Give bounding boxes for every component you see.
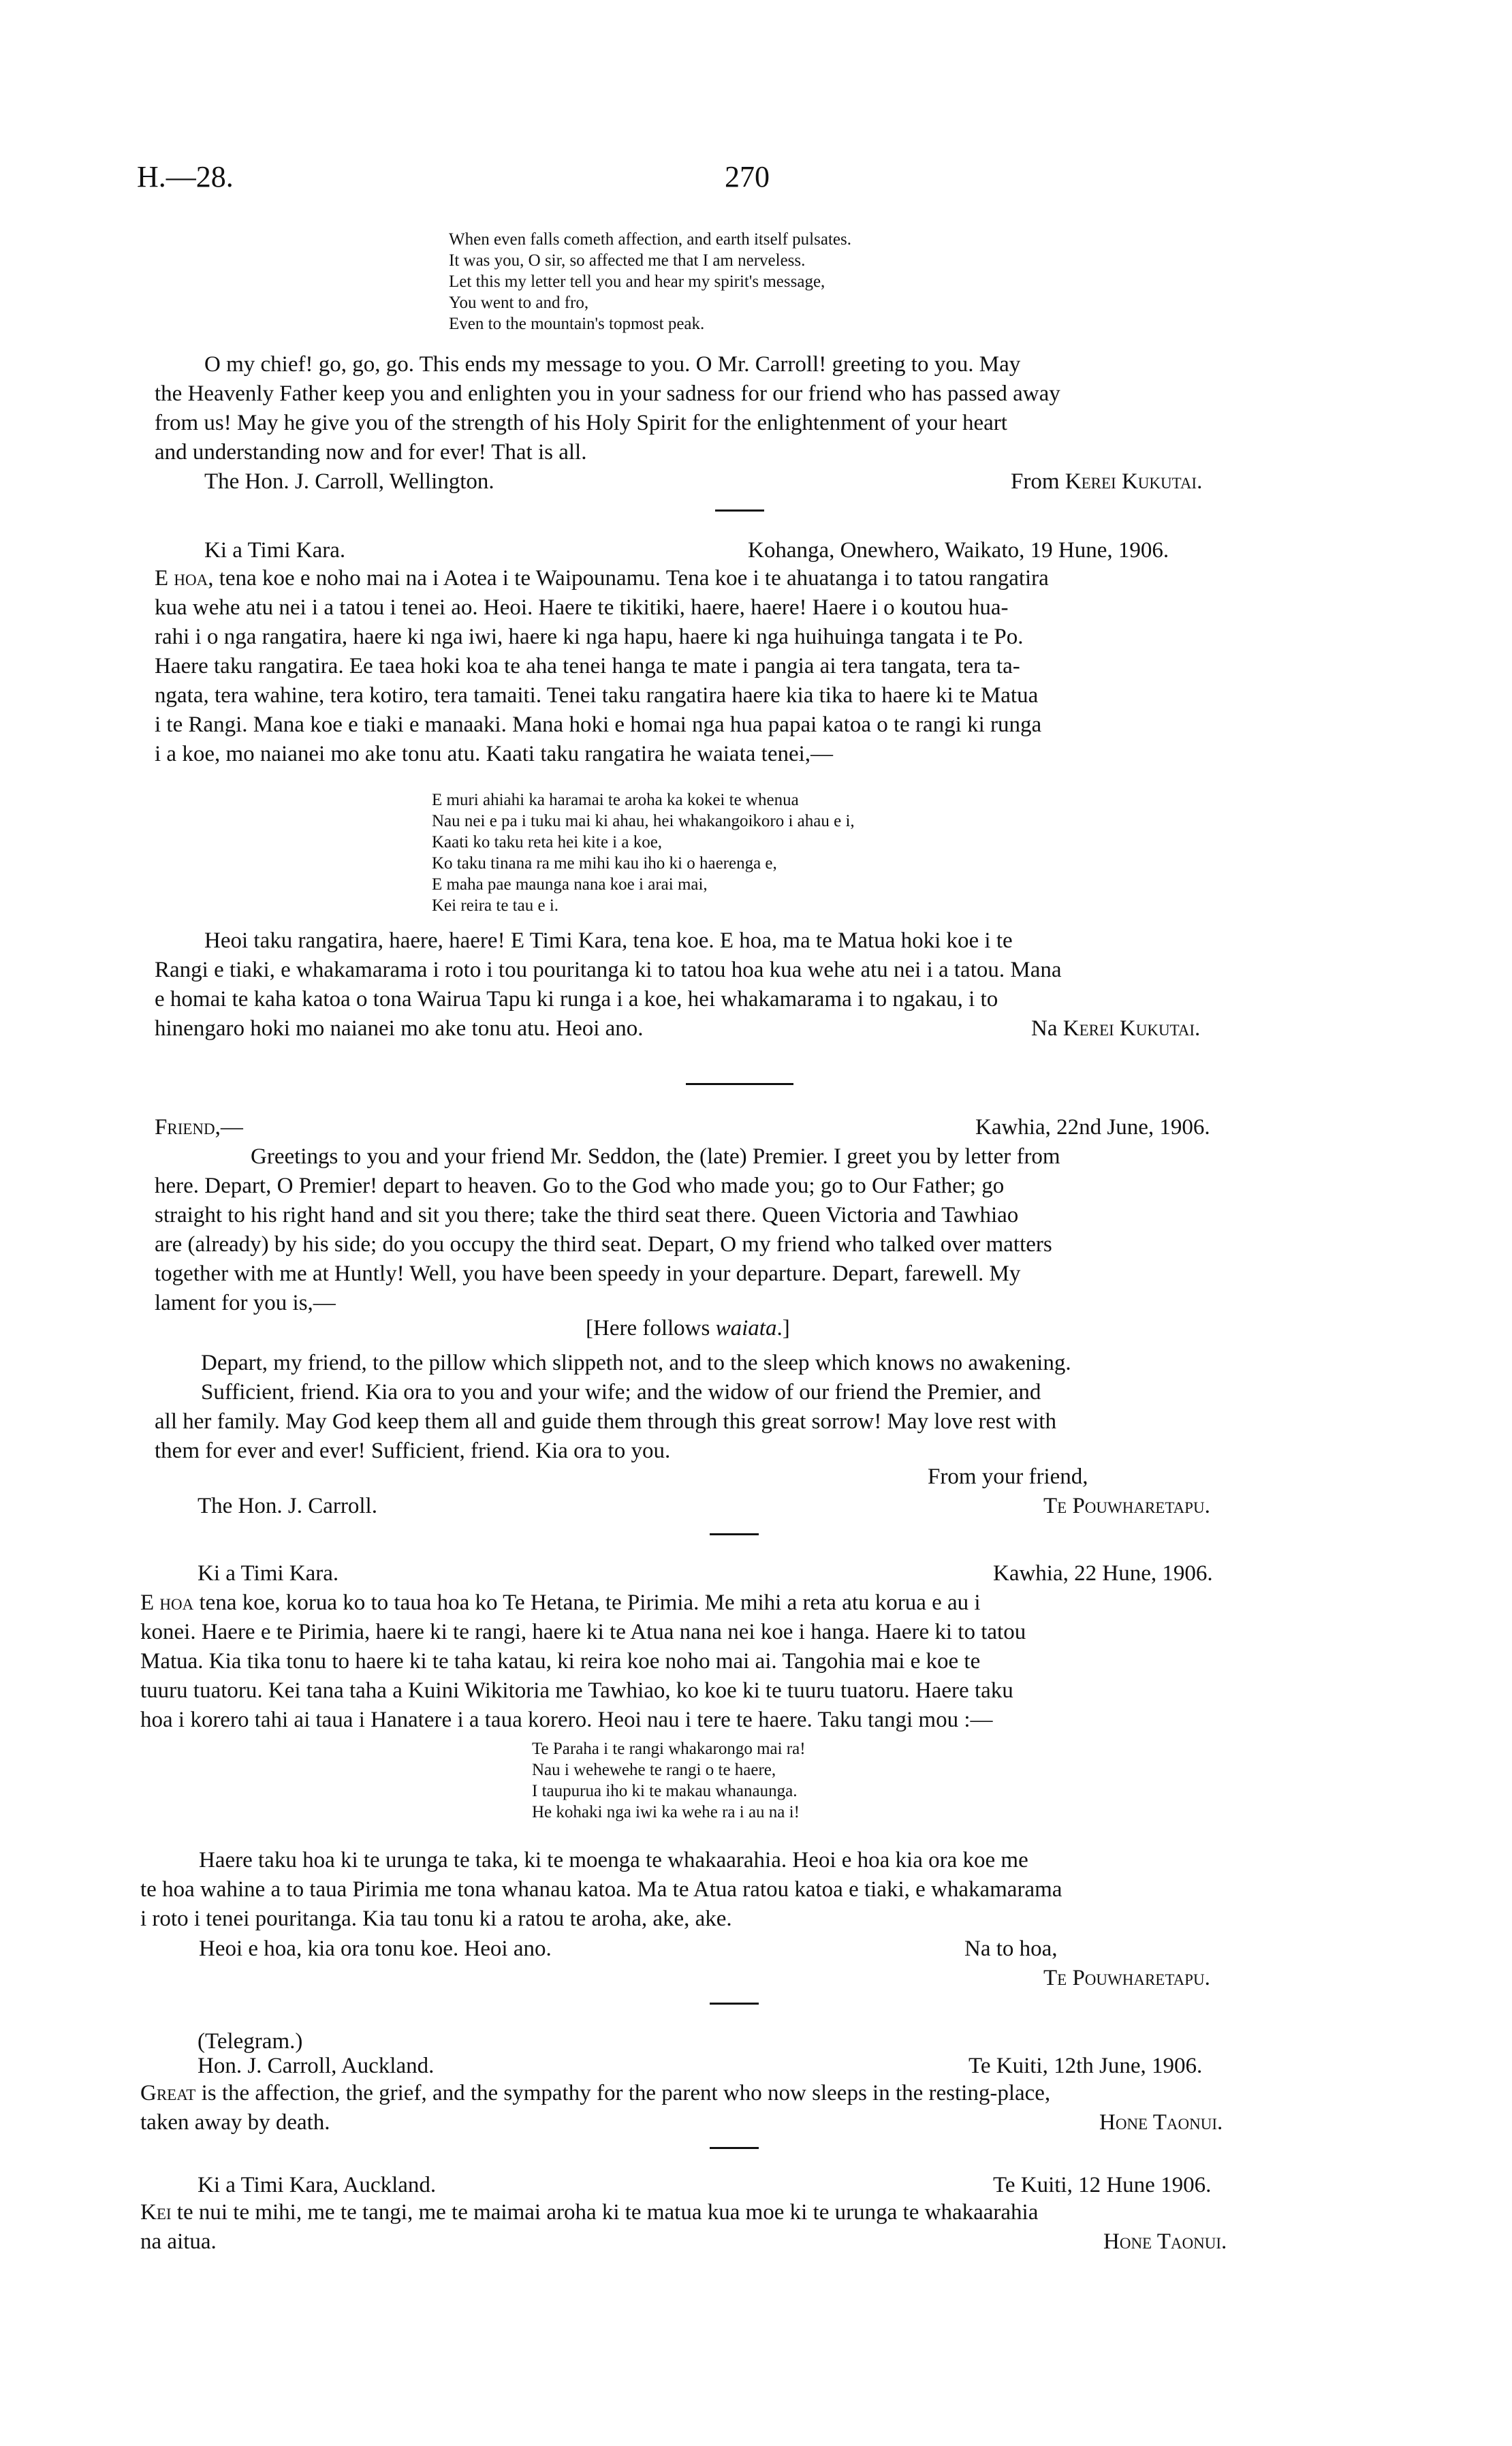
verse-line: Kaati ko taku reta hei kite i a koe, [432, 833, 663, 851]
verse-line: Let this my letter tell you and hear my spirit's message, [449, 272, 825, 291]
page-number: 270 [725, 160, 770, 193]
place-date: Kawhia, 22 Hune, 1906. [993, 1561, 1213, 1586]
verse-line: He kohaki nga iwi ka wehe ra i au na i! [532, 1803, 800, 1821]
verse-line: It was you, O sir, so affected me that I am nerveless. [449, 251, 806, 270]
series-code: H.—28. [137, 160, 234, 193]
salutation: Friend,— [155, 1115, 243, 1140]
divider [686, 1083, 793, 1085]
text-span: is the affection, the grief, and the sympathy for the parent who now sleeps in the resting-place, [195, 2081, 1051, 2105]
verse-block [532, 1738, 806, 1823]
sender [1011, 467, 1202, 497]
text-line: taken away by death. [140, 2110, 330, 2135]
text-line: lament for you is,— [155, 1291, 336, 1315]
text-line: all her family. May God keep them all and guide them through this great sorrow! May love rest with [155, 1409, 1056, 1434]
closing: Na to hoa, [964, 1937, 1058, 1961]
telegram-label: (Telegram.) [198, 2029, 303, 2054]
addressee: The Hon. J. Carroll, Wellington. [204, 469, 494, 494]
verse-block [432, 789, 855, 916]
sender-name: Kerei Kukutai. [1065, 469, 1203, 494]
text-span: te nui te mihi, me te tangi, me te maimai aroha ki te matua kua moe ki te urunga te whakaarahia [171, 2200, 1039, 2225]
addressee: Ki a Timi Kara, Auckland. [198, 2173, 437, 2197]
text-line: kua wehe atu nei i a tatou i tenei ao. Heoi. Haere te tikitiki, haere, haere! Haere i o koutou hua- [155, 595, 1009, 620]
text-line: them for ever and ever! Sufficient, friend. Kia ora to you. [155, 1439, 671, 1463]
text-line: Depart, my friend, to the pillow which slippeth not, and to the sleep which knows no awakening. [201, 1351, 1071, 1375]
place-date: Te Kuiti, 12th June, 1906. [968, 2054, 1203, 2078]
text-line: and understanding now and for ever! That is all. [155, 440, 587, 465]
text-span: tena koe, korua ko to taua hoa ko Te Hetana, te Pirimia. Me mihi a reta atu korua e au i [193, 1590, 981, 1615]
note-word: waiata [715, 1316, 777, 1340]
paragraph [155, 564, 1049, 769]
place-date: Te Kuiti, 12 Hune 1906. [993, 2173, 1212, 2197]
text-line: na aitua. [140, 2229, 217, 2254]
text-line: hoa i korero tahi ai taua i Hanatere i a taua korero. Heoi nau i tere te haere. Taku tangi mou :— [140, 1708, 993, 1732]
paragraph [140, 1588, 1026, 1735]
text-line: Matua. Kia tika tonu to haere ki te taha katau, ki reira koe noho mai ai. Tangohia mai e koe te [140, 1649, 981, 1674]
note-suffix: .] [776, 1316, 790, 1340]
closing-line: Heoi e hoa, kia ora tonu koe. Heoi ano. [199, 1937, 552, 1961]
paragraph [155, 1142, 1060, 1318]
text-line: te hoa wahine a to taua Pirimia me tona whanau katoa. Ma te Atua ratou katoa e tiaki, e whakamarama [140, 1877, 1062, 1902]
verse-line: Ko taku tinana ra me mihi kau iho ki o haerenga e, [432, 854, 777, 873]
verse-line: When even falls cometh affection, and earth itself pulsates. [449, 230, 851, 249]
verse-line: Kei reira te tau e i. [432, 896, 559, 915]
text-line: konei. Haere e te Pirimia, haere ki te rangi, haere ki te Atua nana nei koe i hanga. Haere ki to tatou [140, 1620, 1026, 1644]
verse-line: Nau i wehewehe te rangi o te haere, [532, 1761, 776, 1779]
text-line: straight to his right hand and sit you there; take the third seat there. Queen Victoria and Tawhiao [155, 1203, 1019, 1227]
paragraph [140, 1846, 1062, 1934]
text-line: i te Rangi. Mana koe e tiaki e manaaki. Mana hoki e homai nga hua papai katoa o te rangi ki runga [155, 712, 1042, 737]
verse-line: Even to the mountain's topmost peak. [449, 315, 705, 333]
salutation: Ki a Timi Kara. [204, 538, 346, 563]
sender [1031, 1014, 1200, 1044]
verse-line: You went to and fro, [449, 294, 589, 312]
text-line: i a koe, mo naianei mo ake tonu atu. Kaati taku rangatira he waiata tenei,— [155, 742, 834, 766]
text-line [140, 1588, 1026, 1618]
note-prefix: [Here follows [586, 1316, 716, 1340]
text-line: here. Depart, O Premier! depart to heaven. Go to the God who made you; go to Our Father; go [155, 1174, 1005, 1198]
divider [710, 1533, 759, 1535]
signature: Te Pouwharetapu. [1043, 1494, 1210, 1518]
divider [710, 2147, 759, 2149]
place-date: Kawhia, 22nd June, 1906. [975, 1115, 1210, 1140]
verse-line: E maha pae maunga nana koe i arai mai, [432, 875, 708, 894]
opening-word: E hoa [140, 1590, 194, 1615]
text-line: the Heavenly Father keep you and enlighten you in your sadness for our friend who has passed away [155, 381, 1060, 406]
text-line: Sufficient, friend. Kia ora to you and your wife; and the widow of our friend the Premier, and [201, 1380, 1041, 1405]
signature: Te Pouwharetapu. [1043, 1966, 1210, 1990]
paragraph [140, 2198, 1038, 2257]
divider [710, 2003, 759, 2005]
addressee: Hon. J. Carroll, Auckland. [198, 2054, 435, 2078]
paragraph [155, 350, 1060, 467]
text-line: Haere taku rangatira. Ee taea hoki koa te aha tenei hanga te mate i pangia ai tera tangata, tera ta- [155, 654, 1020, 678]
signoff-prefix: Na [1031, 1016, 1063, 1041]
text-line [140, 2079, 1050, 2108]
divider [715, 509, 764, 512]
signature: Hone Taonui. [1103, 2229, 1227, 2254]
text-line: Haere taku hoa ki te urunga te taka, ki te moenga te whakaarahia. Heoi e hoa kia ora koe me [199, 1848, 1028, 1872]
text-line: rahi i o nga rangatira, haere ki nga iwi, haere ki nga hapu, haere ki nga huihuinga tangata i te Po. [155, 625, 1024, 649]
text-line: e homai te kaha katoa o tona Wairua Tapu ki runga i a koe, hei whakamarama i to ngakau, i to [155, 987, 998, 1012]
text-line [140, 2198, 1038, 2227]
text-span: , tena koe e noho mai na i Aotea i te Waipounamu. Tena koe i te ahuatanga i to tatou rangatira [208, 566, 1049, 591]
text-line: together with me at Huntly! Well, you have been speedy in your departure. Depart, farewell. My [155, 1261, 1021, 1286]
signature: Hone Taonui. [1099, 2110, 1223, 2135]
text-line: i roto i tenei pouritanga. Kia tau tonu ki a ratou te aroha, ake, ake. [140, 1907, 732, 1931]
from-prefix: From [1011, 469, 1065, 494]
paragraph [155, 1349, 1071, 1466]
verse-line: E muri ahiahi ka haramai te aroha ka kokei te whenua [432, 791, 799, 809]
verse-line: I taupurua iho ki te makau whanaunga. [532, 1782, 798, 1800]
verse-line: Nau nei e pa i tuku mai ki ahau, hei whakangoikoro i ahau e i, [432, 812, 855, 830]
text-line: ngata, tera wahine, tera kotiro, tera tamaiti. Tenei taku rangatira haere kia tika to haere ki te Matua [155, 683, 1039, 708]
sender-name: Kerei Kukutai. [1062, 1016, 1201, 1041]
paragraph [140, 2079, 1050, 2137]
opening-word: Great [140, 2081, 196, 2105]
closing: From your friend, [928, 1464, 1088, 1489]
editorial-note [586, 1314, 790, 1343]
addressee: The Hon. J. Carroll. [198, 1494, 377, 1518]
opening-word: E hoa [155, 566, 208, 591]
paragraph [155, 926, 1062, 1044]
place-date: Kohanga, Onewhero, Waikato, 19 Hune, 1906. [748, 538, 1169, 563]
text-line [155, 564, 1049, 593]
text-line: tuuru tuatoru. Kei tana taha a Kuini Wikitoria me Tawhiao, ko koe ki te tuuru tuatoru. Haere taku [140, 1678, 1013, 1703]
salutation: Ki a Timi Kara. [198, 1561, 339, 1586]
verse-line: Te Paraha i te rangi whakarongo mai ra! [532, 1740, 806, 1758]
text-line: are (already) by his side; do you occupy the third seat. Depart, O my friend who talked over matters [155, 1232, 1052, 1257]
text-line: Heoi taku rangatira, haere, haere! E Timi Kara, tena koe. E hoa, ma te Matua hoki koe i te [204, 928, 1013, 953]
text-line: hinengaro hoki mo naianei mo ake tonu atu. Heoi ano. [155, 1016, 644, 1041]
text-line: Rangi e tiaki, e whakamarama i roto i tou pouritanga ki to tatou hoa kua wehe atu nei i a tatou. Mana [155, 958, 1062, 982]
opening-word: Kei [140, 2200, 172, 2225]
text-line: O my chief! go, go, go. This ends my message to you. O Mr. Carroll! greeting to you. May [204, 352, 1021, 377]
text-line: Greetings to you and your friend Mr. Seddon, the (late) Premier. I greet you by letter from [251, 1144, 1060, 1169]
text-line: from us! May he give you of the strength of his Holy Spirit for the enlightenment of your heart [155, 411, 1007, 435]
verse-block [449, 229, 851, 334]
